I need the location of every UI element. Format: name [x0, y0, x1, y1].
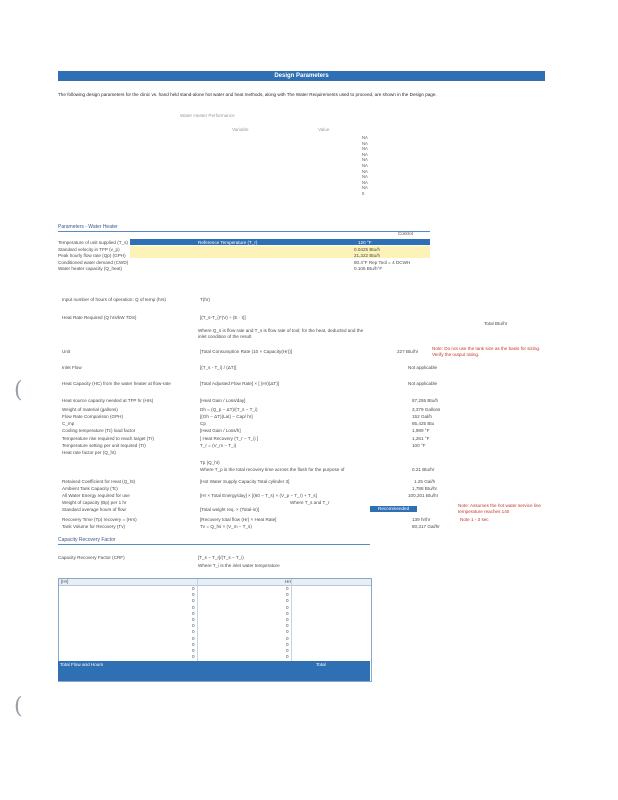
table-cell: 0 — [286, 641, 289, 647]
table-cell: 0 — [192, 648, 195, 654]
result-value: 139 hr/hr — [412, 517, 431, 522]
param-label: Peak hourly flow rate (Qp) (GPH) — [58, 253, 126, 258]
result-label: All Water Energy required for use — [62, 493, 130, 498]
na-value: 0 — [362, 190, 365, 196]
top-subhead-2: Variable — [232, 127, 249, 132]
binding-hole-mark: ( — [14, 694, 23, 719]
section-heading-crf: Capacity Recovery Factor — [58, 537, 116, 543]
param-label: Standard velocity in TFP (v_p) — [58, 247, 120, 252]
page-title: Design Parameters — [58, 71, 545, 81]
result-formula: Tv = Q_hs × (V_m − T_s) — [200, 524, 252, 529]
lower-value: 100 °F — [412, 443, 426, 448]
mid-formula: [Total Consumption Rate (10 × Capacity(Hr))] — [200, 349, 293, 354]
result-formula: [Hot Water Supply Capacity Total cylinder 3] — [200, 479, 290, 484]
param-value: 120 °F — [358, 240, 372, 245]
na-value: NA — [362, 151, 368, 157]
lower-label: Heat rate factor per (Q_ht) — [62, 450, 116, 455]
top-subhead-3: Value — [318, 127, 330, 132]
lower-label: Cooling temperature (Tc) load factor — [62, 428, 136, 433]
table-cell: 0 — [192, 623, 195, 629]
table-cell: 0 — [286, 610, 289, 616]
table-footer-left: Total Flow and Hours — [60, 662, 104, 667]
result-label: Retained Coefficient for Heat (Q_ht) — [62, 479, 136, 484]
result-label: Tank Volume for Recovery (Tv) — [62, 524, 126, 529]
table-col-1-values — [192, 586, 195, 660]
result-note: Note: Assumes the hot water service line temperature reaches 140 — [458, 503, 541, 514]
result-label: Standard average hours of flow — [62, 507, 126, 512]
lower-value: 85,425 Btu — [412, 421, 435, 426]
lower-value: 152 Gal/h — [412, 414, 432, 419]
table-col-header: Hrs — [285, 579, 293, 584]
table-cell: 0 — [192, 617, 195, 623]
table-cell: 0 — [192, 610, 195, 616]
table-cell: 0 — [192, 598, 195, 604]
result-label: Ambient Tank Capacity (Tc) — [62, 486, 118, 491]
intro-text: The following design parameters for the clinic vs. hand held stand-alone hot water and heat methods, along with The Water Requirements used to proceed, are shown in the Design page. — [58, 92, 437, 97]
table-cell: 0 — [286, 623, 289, 629]
lower-value: 1,989 °F — [412, 428, 430, 433]
table-cell: 0 — [192, 586, 195, 591]
na-value: NA — [362, 135, 368, 140]
table-cell: 0 — [192, 592, 195, 598]
result-value: 80,317 Gal/hr — [412, 524, 440, 529]
na-value: NA — [362, 185, 368, 191]
binding-hole-mark: ( — [14, 378, 23, 403]
mid-label: Heat Capacity (HC) from the water heater at flow-rate — [62, 381, 171, 386]
crf-label: Capacity Recovery Factor (CRF) — [58, 555, 125, 560]
param-value: 0.0425 Btu/h — [354, 247, 381, 252]
na-value-list — [362, 135, 372, 197]
param-value: 0.105 Btu/h°F — [354, 266, 383, 271]
table-cell: 0 — [192, 654, 195, 660]
result-formula: [Recovery total flow (Hr) × Heat Rate] — [200, 517, 277, 522]
table-cell: 0 — [286, 654, 289, 660]
param-label: Temperature of unit supplied (T_s) — [58, 240, 128, 245]
lower-formula: Tp (Q_ht) — [200, 460, 220, 465]
mid-value: Not applicable — [408, 381, 438, 386]
table-cell: 0 — [286, 586, 289, 591]
lower-formula: Dh = (Q_p − ΔT)/(T_s − T_i) — [200, 407, 258, 412]
param-value: 21,322 Btu/h — [354, 253, 381, 258]
table-cell: 0 — [192, 604, 195, 610]
na-value: NA — [362, 162, 368, 168]
param-label: Water heater capacity (Q_heat) — [58, 266, 122, 271]
mid-value: 227 Btu/hr — [397, 349, 419, 354]
lower-formula: [ Heat Recovery (T_r − T_i) ] — [200, 436, 259, 441]
recommended-badge: Recommended — [370, 506, 417, 512]
lower-formula: [Heat Gain / Loss/day] — [200, 398, 246, 403]
lower-formula: T_r = (V_m − T_i) — [200, 443, 237, 448]
section-rule — [58, 231, 430, 232]
table-col-header: [Hr] — [61, 579, 69, 584]
result-note: Note 1 - 3 sec — [460, 517, 489, 522]
table-cell: 0 — [286, 648, 289, 654]
result-formula: Where T_s and T_r — [290, 500, 330, 505]
na-value: NA — [362, 146, 368, 152]
table-cell: 0 — [192, 641, 195, 647]
mid-label: Unit — [62, 349, 71, 354]
lower-formula: [(Gh − ΔT)(Lat) − Cap/ hr] — [200, 414, 253, 419]
crf-note: Where T_i is the inlet water temperature — [198, 563, 280, 568]
mid-formula: T(hr) — [200, 297, 210, 302]
table-cell: 0 — [286, 635, 289, 641]
result-value: 1,788 Btu/hr — [412, 486, 438, 491]
table-cell: 0 — [286, 598, 289, 604]
mid-label: Inlet Flow — [62, 365, 82, 370]
lower-label: Temperature setting per unit required (Tr) — [62, 443, 146, 448]
result-label: Recovery Time (Tp) recovery = (Hrs) — [62, 517, 137, 522]
result-formula: [Total weight req. × (Total-in)] — [200, 507, 260, 512]
highlight-band-yellow — [130, 246, 430, 258]
lower-formula: [Heat Gain / Loss/h] — [200, 428, 241, 433]
result-label: Weight of capacity (Bp) per 1 hr — [62, 500, 127, 505]
table-cell: 0 — [286, 604, 289, 610]
mid-formula: [(T_s - T_i) / (ΔT)] — [200, 365, 237, 370]
table-cell: 0 — [192, 635, 195, 641]
top-subhead-1: Water Heater Performance — [180, 113, 235, 118]
table-col-2-values — [286, 586, 289, 660]
table-cell: 0 — [286, 617, 289, 623]
table-footer-band — [58, 661, 370, 681]
mid-tag: Total Btu/hr — [484, 321, 508, 326]
lower-value: 87,255 Btu/h — [412, 398, 439, 403]
table-footer-right: Total — [316, 662, 326, 667]
lower-value: 3,379 Gallons — [412, 407, 441, 412]
lower-value: 1,261 °F — [412, 436, 430, 441]
lower-label: Flow Rate Comparison (GPH) — [62, 414, 124, 419]
section-rule — [58, 544, 370, 545]
section-heading-parameters: Parameters - Water Heater — [58, 224, 118, 230]
control-tag: Control — [398, 231, 413, 236]
mid-value: Not applicable — [408, 365, 438, 370]
lower-formula: Cp — [200, 421, 206, 426]
lower-label: Temperature rise required to reach target (Tr) — [62, 436, 154, 441]
param-formula: Reference Temperature (T_r) — [198, 240, 258, 245]
na-value: NA — [362, 168, 368, 174]
lower-value: 0.21 Btu/hr — [412, 467, 435, 472]
lower-label: C_mp — [62, 421, 75, 426]
na-value: NA — [362, 179, 368, 185]
mid-formula: [(T_s-T_i)*(V) ÷ (E · t)] — [200, 315, 246, 320]
mid-note: Note: Do not use the tank size as the basis for sizing. Verify the output rating. — [432, 346, 541, 357]
mid-formula: [Total Adjusted Flow Rate] × [ (Hr)(ΔT)] — [200, 381, 280, 386]
result-value: 100,201 Btu/hr — [408, 493, 439, 498]
table-cell: 0 — [192, 629, 195, 635]
result-value: 1.25 Gal/h — [414, 479, 436, 484]
result-formula: [Hr × Total Energy/day] × [(60 − T_s) × (V_p − T_r) + T_s] — [200, 493, 317, 498]
param-value: 80.4°F Rep Tool = 4 DCWH — [354, 260, 411, 265]
crf-formula: [T_s − T_r]/(T_s − T_i) — [198, 555, 244, 560]
lower-label: Weight of material (gallons) — [62, 407, 118, 412]
highlight-band-blue — [130, 239, 430, 245]
mid-label: Input number of hours of operation: Q of temp (hrs) — [62, 297, 166, 302]
lower-label: Heat source capacity needed at TFP hr (Hrs) — [62, 398, 154, 403]
na-value: NA — [362, 157, 368, 163]
mid-label: Heat Rate Required (Q hrs/kW TDS) — [62, 315, 137, 320]
param-label: Conditioned water demand (CWD) — [58, 260, 129, 265]
na-value: NA — [362, 174, 368, 180]
mid-formula-note: Where Q_s is flow rate and T_s is flow rate of tool; for the heat, deducted and the inlet condition of the result — [198, 328, 364, 339]
table-cell: 0 — [286, 629, 289, 635]
na-value: NA — [362, 140, 368, 146]
table-cell: 0 — [286, 592, 289, 598]
lower-formula: Where T_p is the total recovery time across the flush for the purpose of — [200, 467, 345, 472]
